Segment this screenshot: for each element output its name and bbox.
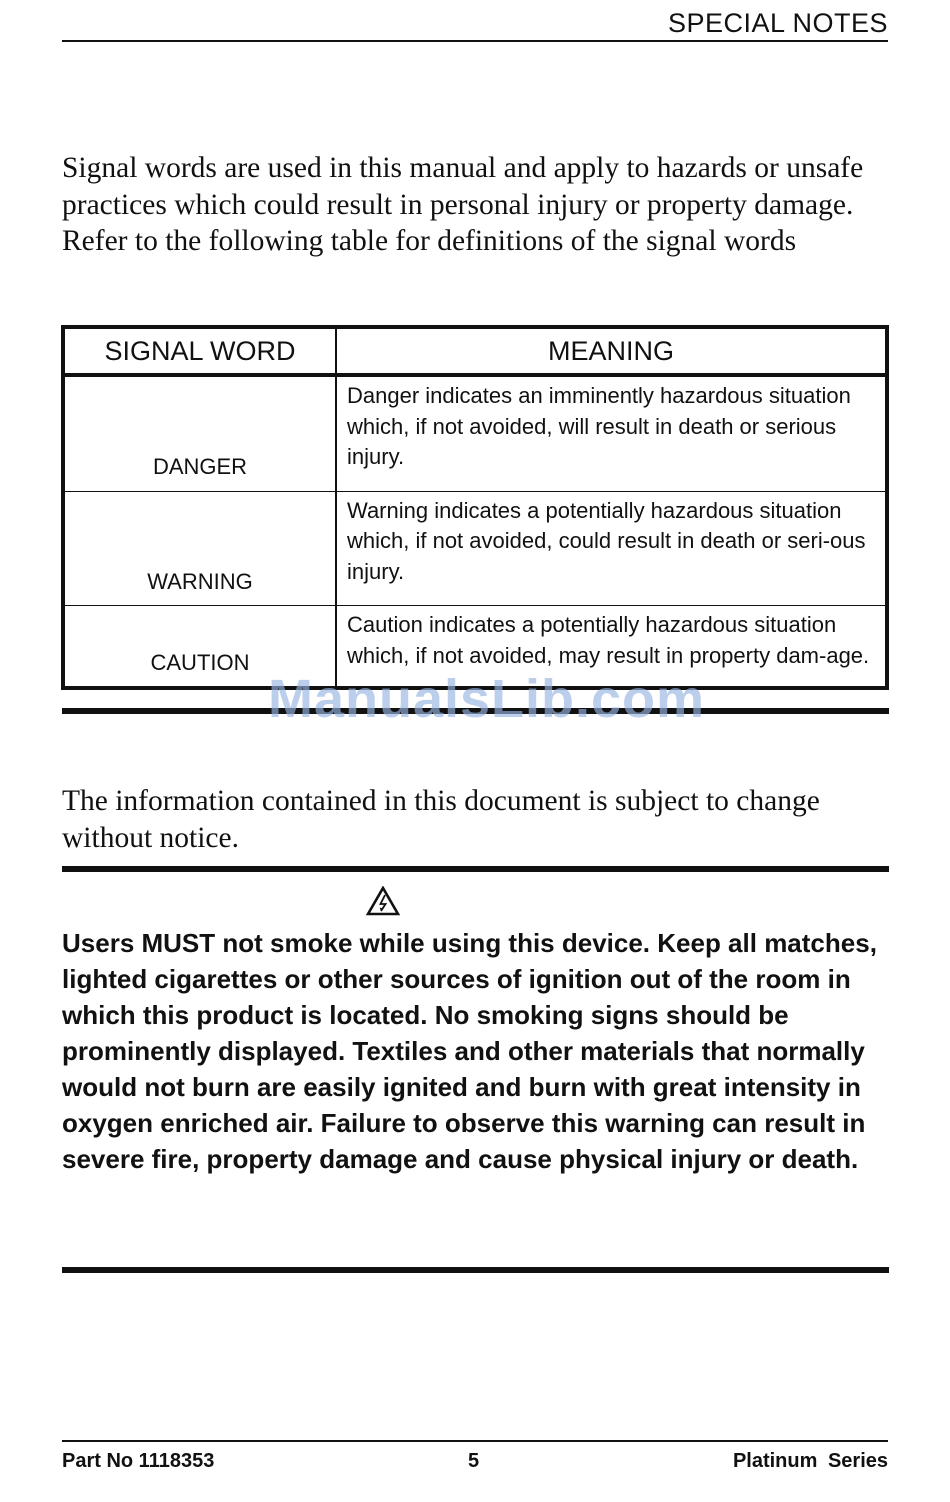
meaning-danger: Danger indicates an imminently hazardous situation which, if not avoided, will result in death or serious injury. bbox=[336, 375, 887, 491]
warning-bottom-rule bbox=[62, 1267, 889, 1273]
signal-word-danger: DANGER bbox=[63, 375, 336, 491]
column-header-meaning: MEANING bbox=[336, 327, 887, 375]
meaning-caution: Caution indicates a potentially hazardous situation which, if not avoided, may result in property dam-age. bbox=[336, 606, 887, 688]
fire-warning-text: Users MUST not smoke while using this device. Keep all matches, lighted cigarettes or other sources of ignition out of the room in which this product is located. No smoking signs should be prominently displayed. Textiles and other materials that normally would not burn are easily ignited and burn with great intensity in oxygen enriched air. Failure to observe this warning can result in severe fire, property damage and cause physical injury or death. bbox=[62, 928, 877, 1174]
table-header-row bbox=[63, 327, 887, 375]
column-header-signal-word: SIGNAL WORD bbox=[63, 327, 336, 375]
change-notice: The information contained in this document is subject to change without notice. bbox=[62, 785, 820, 854]
footer-series: Platinum Series bbox=[732, 1450, 888, 1472]
signal-word-caution: CAUTION bbox=[63, 606, 336, 688]
page-header-title: SPECIAL NOTES bbox=[667, 8, 888, 38]
footer-page-number: 5 bbox=[468, 1450, 480, 1472]
warning-top-rule bbox=[62, 866, 889, 872]
watermark: ManualsLib.com bbox=[268, 669, 706, 729]
footer-rule bbox=[62, 1440, 888, 1442]
electrical-hazard-icon bbox=[366, 886, 400, 916]
table-row bbox=[63, 375, 887, 491]
intro-paragraph: Signal words are used in this manual and apply to hazards or unsafe practices which could result in personal injury or property damage. Refer to the following table for definitions of the signal words bbox=[62, 152, 864, 257]
header-rule bbox=[62, 40, 888, 42]
signal-word-warning: WARNING bbox=[63, 491, 336, 606]
table-row bbox=[63, 491, 887, 606]
meaning-warning: Warning indicates a potentially hazardous situation which, if not avoided, could result in death or seri-ous injury. bbox=[336, 491, 887, 606]
footer-part-number: Part No 1118353 bbox=[62, 1450, 215, 1472]
signal-word-table bbox=[61, 325, 889, 690]
